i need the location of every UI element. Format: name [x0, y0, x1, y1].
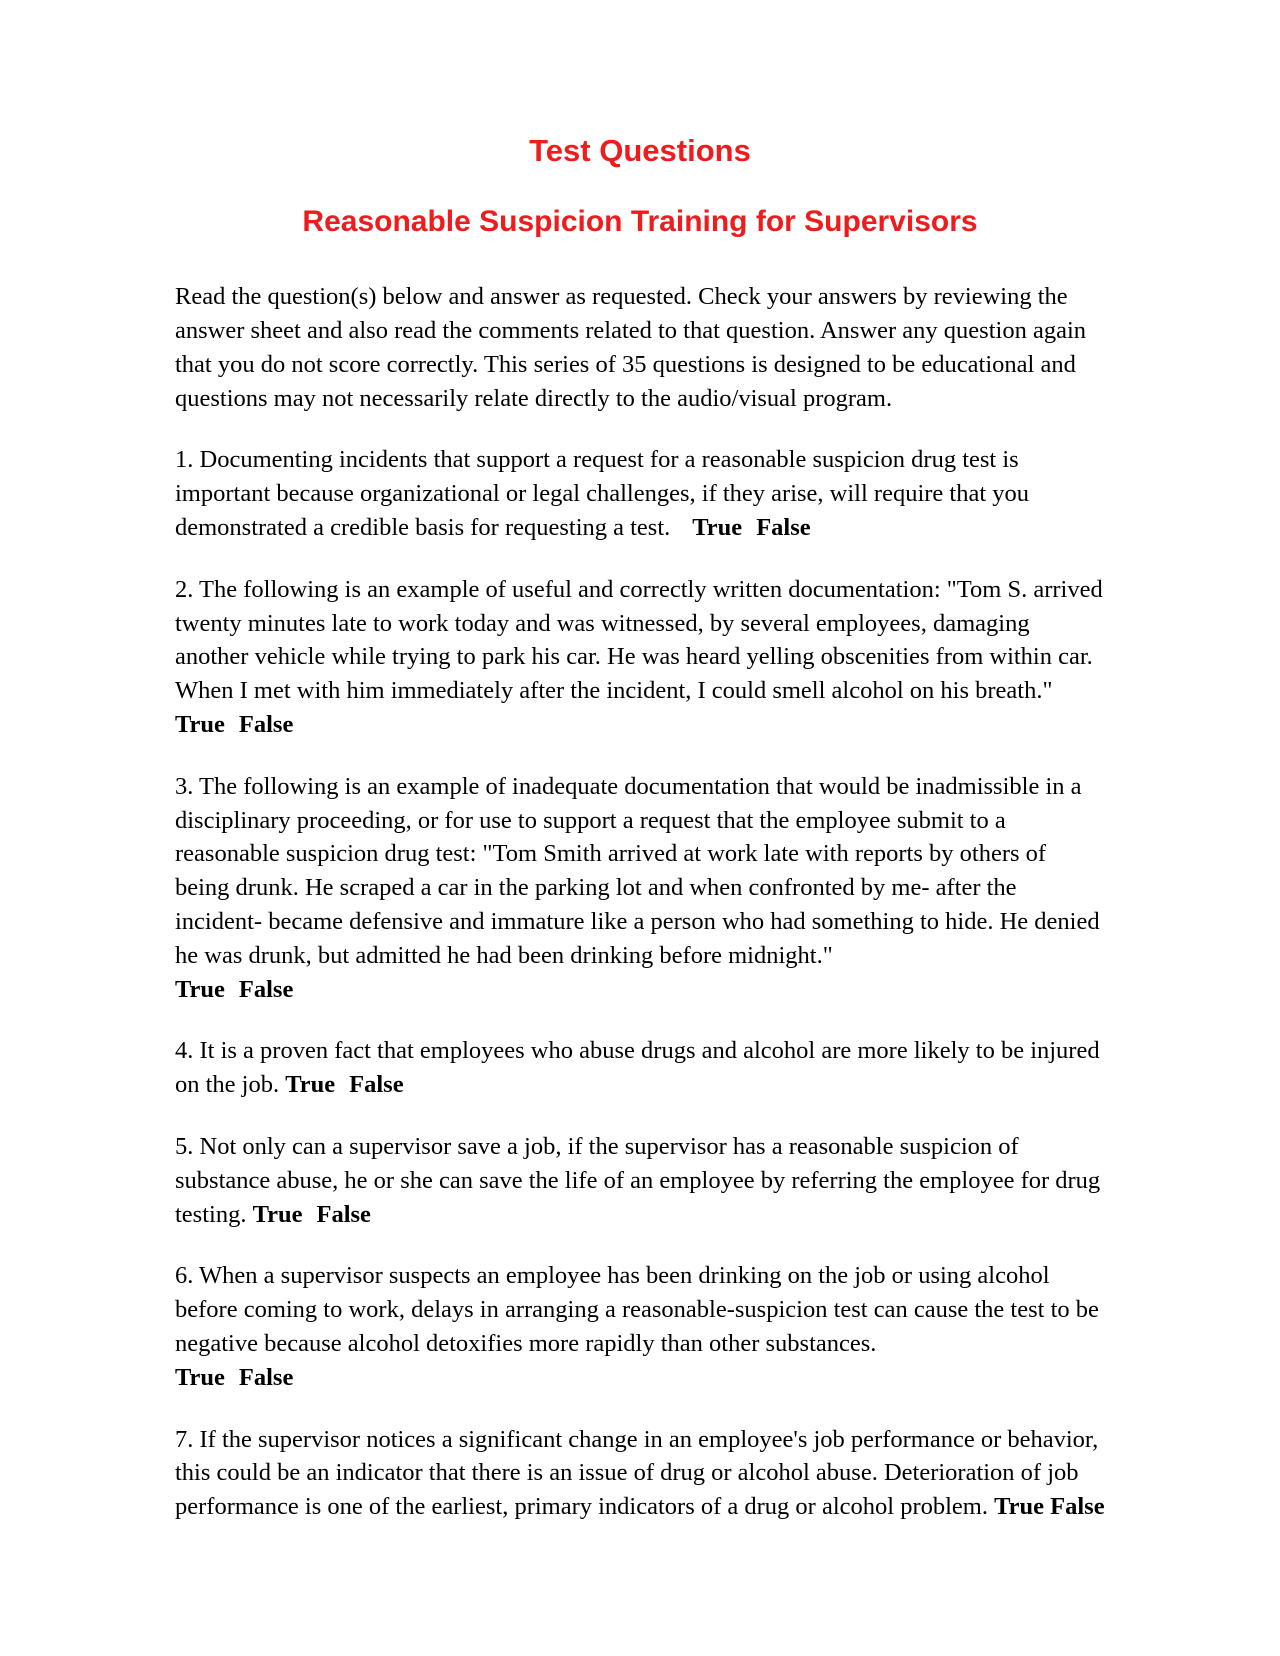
question-item [175, 1034, 1105, 1102]
answer-false[interactable]: False [349, 1071, 404, 1099]
question-text: 7. If the supervisor notices a significant change in an employee's job performance or behavior, this could be an indicator that there is an issue of drug or alcohol abuse. Deterioration of job performance is one of the earliest, primary indicators of a drug or alcohol problem. [175, 1425, 1099, 1521]
answer-true[interactable]: True [175, 1363, 225, 1391]
question-text: 2. The following is an example of useful and correctly written documentation: "Tom S. arrived twenty minutes late to work today and was witnessed, by several employees, damaging another vehicle while trying to park his car. He was heard yelling obscenities from within car. When I met with him immediately after the incident, I could smell alcohol on his breath." [175, 575, 1103, 705]
answer-false[interactable]: False [316, 1200, 371, 1228]
instructions-paragraph: Read the question(s) below and answer as requested. Check your answers by reviewing the answer sheet and also read the comments related to that question. Answer any question again that you do not score correctly. This series of 35 questions is designed to be educational and questions may not necessarily relate directly to the audio/visual program. [175, 283, 1086, 412]
question-text: 1. Documenting incidents that support a request for a reasonable suspicion drug test is important because organizational or legal challenges, if they arise, will require that you demonstrated a credible basis for requesting a test. [175, 446, 1030, 542]
question-text: 3. The following is an example of inadequate documentation that would be inadmissible in a disciplinary proceeding, or for use to support a request that the employee submit to a reasonable suspicion drug test: "Tom Smith arrived at work late with reports by others of being drunk. He scraped a car in the parking lot and when confronted by me- after the incident- became defensive and immature like a person who had something to hide. He denied he was drunk, but admitted he had been drinking before midnight." [175, 772, 1100, 969]
answer-false[interactable]: False [756, 514, 811, 542]
question-item [175, 1423, 1105, 1524]
answer-true[interactable]: True [285, 1071, 336, 1099]
question-text: 5. Not only can a supervisor save a job, if the supervisor has a reasonable suspicion of substance abuse, he or she can save the life of an employee by referring the employee for drug testing. [175, 1132, 1101, 1228]
page-subtitle: Reasonable Suspicion Training for Supervisors [302, 204, 978, 238]
question-text: 6. When a supervisor suspects an employee has been drinking on the job or using alcohol before coming to work, delays in arranging a reasonable-suspicion test can cause the test to be negative because alcohol detoxifies more rapidly than other substances. [175, 1262, 1099, 1357]
question-item [175, 770, 1105, 1007]
answer-false[interactable]: False [238, 975, 294, 1003]
answer-true[interactable]: True [692, 514, 743, 542]
question-item [175, 443, 1105, 544]
answer-true[interactable]: True [252, 1200, 303, 1228]
answer-true[interactable]: True [994, 1493, 1045, 1521]
answer-false[interactable]: False [238, 1363, 294, 1391]
page-title: Test Questions [529, 133, 751, 168]
answer-true[interactable]: True [175, 975, 225, 1003]
question-text: 4. It is a proven fact that employees who abuse drugs and alcohol are more likely to be injured on the job. [175, 1037, 1100, 1099]
answer-false[interactable]: False [1050, 1493, 1105, 1521]
question-item [175, 1130, 1105, 1231]
answer-true[interactable]: True [175, 711, 225, 739]
question-item [175, 1259, 1105, 1394]
question-item [175, 573, 1105, 742]
answer-false[interactable]: False [238, 711, 294, 739]
